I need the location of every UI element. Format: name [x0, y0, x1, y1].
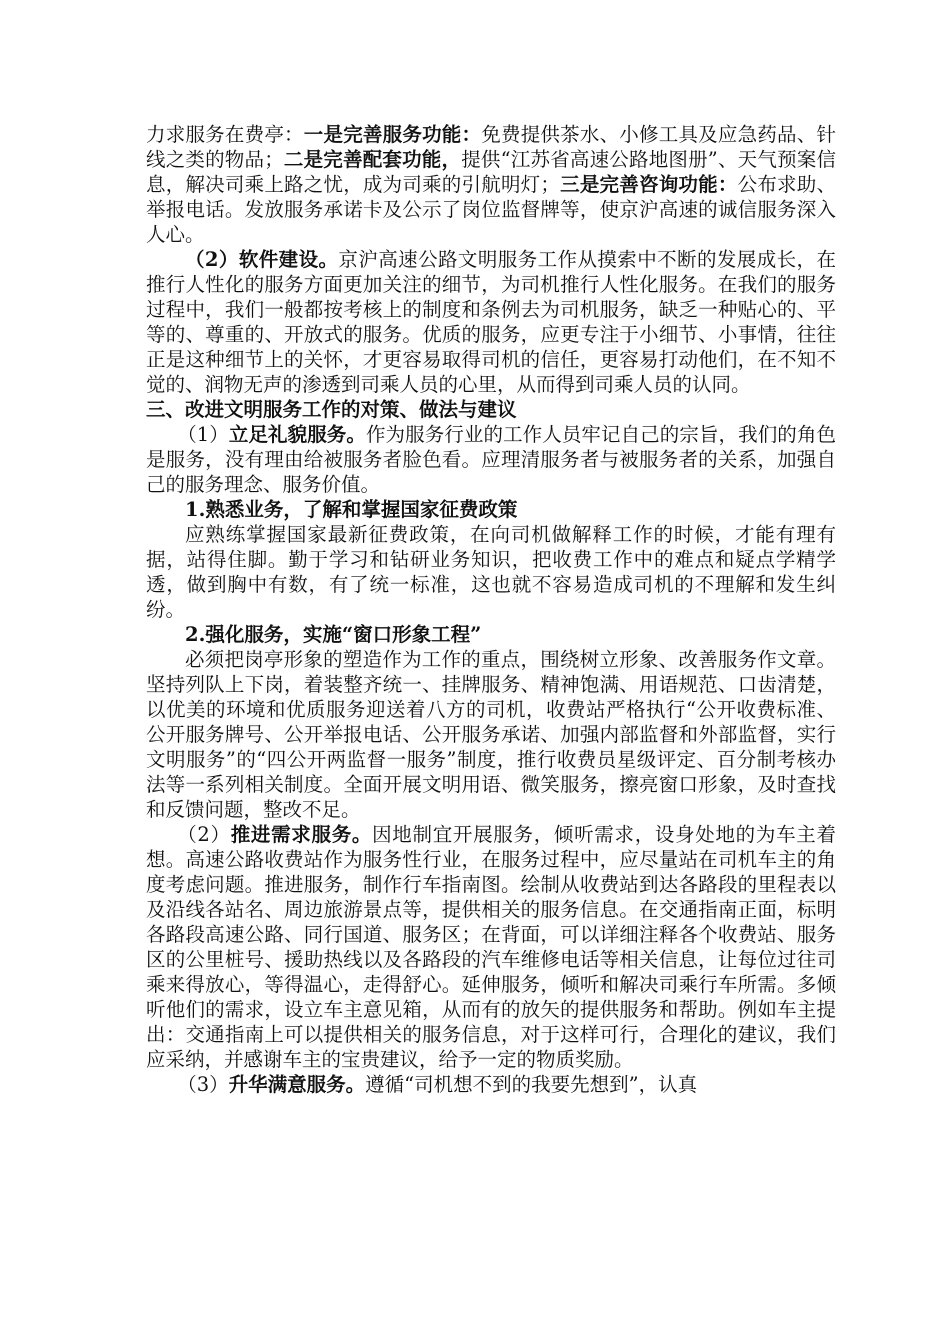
bold-phrase: 推进需求服务。 — [230, 823, 373, 846]
text-span: 力求服务在费亭： — [146, 123, 304, 146]
bold-phrase: 立足礼貌服务。 — [228, 423, 366, 446]
text-span: （2） — [177, 823, 231, 846]
paragraph-policy: 应熟练掌握国家最新征费政策，在向司机做解释工作的时候，才能有理有据，站得住脚。勤于学习和钻研业务知识，把收费工作中的难点和疑点学精学透，做到胸中有数，有了统一标准，这也就不容易造成司机的不理解和发生纠纷。 — [146, 523, 836, 621]
section-heading: 三、改进文明服务工作的对策、做法与建议 — [146, 398, 517, 421]
bold-phrase: 升华满意服务。 — [228, 1073, 366, 1096]
bold-phrase: 三是完善咨询功能： — [559, 173, 738, 196]
subheading-policy: 1.熟悉业务，了解和掌握国家征费政策 — [185, 498, 518, 521]
text-span: 因地制宜开展服务，倾听需求，设身处地的为车主着想。高速公路收费站作为服务性行业，在服务过程中，应尽量站在司机车主的角度考虑问题。推进服务，制作行车指南图。绘制从收费站到达各路段的里程表以及沿线各站名、周边旅游景点等，提供相关的服务信息。在交通指南正面，标明各路段高速公路、同行国道、服务区；在背面，可以详细注释各个收费站、服务区的公里桩号、援助热线以及各路段的汽车维修电话等相关信息，让每位过往司乘来得放心，等得温心，走得舒心。延伸服务，倾听和解决司乘行车所需。多倾听他们的需求，设立车主意见箱，从而有的放矢的提供服务和帮助。例如车主提出：交通指南上可以提供相关的服务信息，对于这样可行，合理化的建议，我们应采纳，并感谢车主的宝贵建议，给予一定的物质奖励。 — [146, 823, 836, 1071]
bold-phrase: 一是完善服务功能： — [303, 123, 482, 146]
paragraph-window-image: 必须把岗亭形象的塑造作为工作的重点，围绕树立形象、改善服务作文章。坚持列队上下岗，着装整齐统一、挂牌服务、精神饱满、用语规范、口齿清楚，以优美的环境和优质服务迎送着八方的司机，收费站严格执行“公开收费标准、公开服务牌号、公开举报电话、公开服务承诺、加强内部监督和外部监督，实行文明服务”的“四公开两监督一服务”制度，推行收费员星级评定、百分制考核办法等一系列相关制度。全面开展文明用语、微笑服务，擦亮窗口形象，及时查找和反馈问题，整改不足。 — [146, 648, 836, 821]
bold-phrase: 二是完善配套功能， — [283, 148, 462, 171]
text-span: （1） — [177, 423, 229, 446]
text-span: 提供“江苏省高速公路地图册”、天气预案信息，解决司乘上路之忧，成为司乘的引航明灯； — [146, 148, 836, 196]
paragraph-demand-service — [146, 822, 836, 1072]
subheading-window-image: 2.强化服务，实施“窗口形象工程” — [185, 623, 482, 646]
paragraph-service-functions — [146, 122, 836, 247]
text-span: 遵循“司机想不到的我要先想到”，认真 — [365, 1073, 698, 1096]
text-span: 免费提供茶水、小修工具及应急药品、针线之类的物品； — [146, 123, 836, 171]
text-span: 公布求助、举报电话。发放服务承诺卡及公示了岗位监督牌等，使京沪高速的诚信服务深入人心。 — [146, 173, 836, 246]
paragraph-polite-service — [146, 422, 836, 497]
paragraph-satisfaction-service — [146, 1072, 836, 1097]
paragraph-software-construction — [146, 247, 836, 397]
text-span: （3） — [177, 1073, 229, 1096]
text-span: 作为服务行业的工作人员牢记自己的宗旨，我们的角色是服务，没有理由给被服务者脸色看。应理清服务者与被服务者的关系，加强自己的服务理念、服务价值。 — [146, 423, 836, 496]
bold-phrase: （2）软件建设。 — [185, 248, 339, 271]
text-span: 京沪高速公路文明服务工作从摸索中不断的发展成长，在推行人性化的服务方面更加关注的细节，为司机推行人性化服务。在我们的服务过程中，我们一般都按考核上的制度和条例去为司机服务，缺乏一种贴心的、平等的、尊重的、开放式的服务。优质的服务，应更专注于小细节、小事情，往往正是这种细节上的关怀，才更容易取得司机的信任，更容易打动他们，在不知不觉的、润物无声的渗透到司乘人员的心里，从而得到司乘人员的认同。 — [146, 248, 836, 396]
document-body — [146, 122, 836, 1097]
